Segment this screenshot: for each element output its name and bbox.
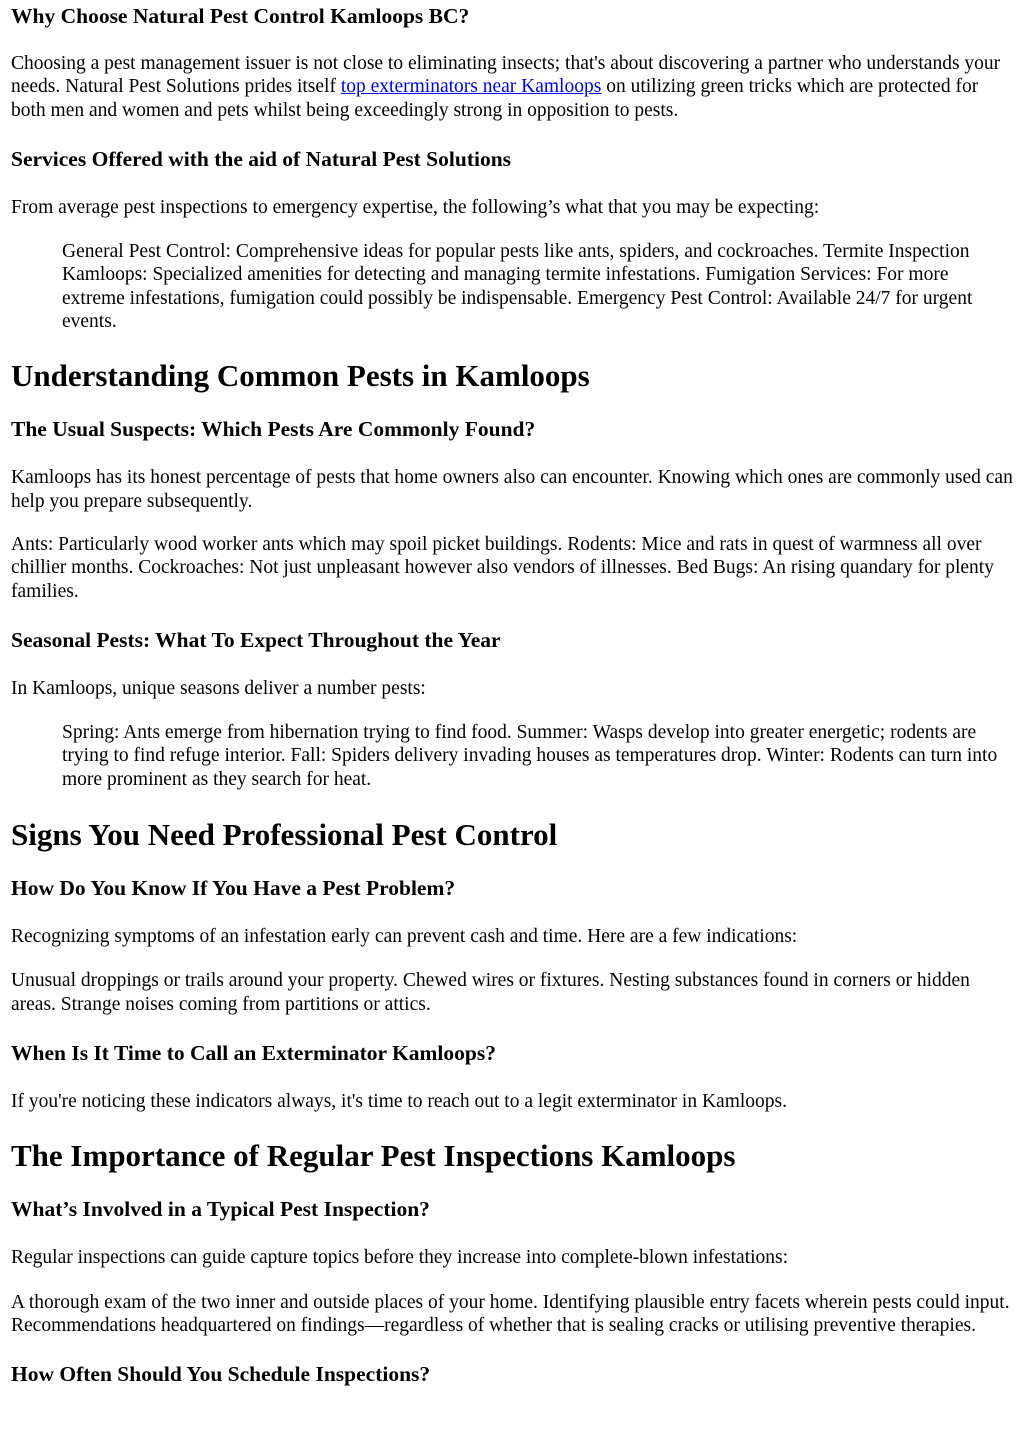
heading-typical-inspection: What’s Involved in a Typical Pest Inspection? [11, 1197, 430, 1222]
heading-pest-problem: How Do You Know If You Have a Pest Problem? [11, 876, 456, 901]
heading-schedule-inspections: How Often Should You Schedule Inspections? [11, 1362, 431, 1387]
paragraph-inspection-1: Regular inspections can guide capture topics before they increase into complete-blown infestations: [11, 1247, 789, 1269]
heading-common-pests: Understanding Common Pests in Kamloops [11, 358, 590, 394]
paragraph-text: Choosing a pest management issuer is not close to eliminating insects; that's about discovering a partner who understands your needs. Natural Pest Solutions prides itself [11, 53, 1001, 98]
exterminators-link[interactable]: top exterminators near Kamloops [340, 76, 602, 98]
paragraph-usual-2: Ants: Particularly wood worker ants which may spoil picket buildings. Rodents: Mice and rats in quest of warmness all over chillier months. Cockroaches: Not just unpleasant however also vendors of illnesses. Bed Bugs: An rising quandary for plenty families. [11, 533, 994, 602]
paragraph-seasonal-intro: In Kamloops, unique seasons deliver a number pests: [11, 677, 426, 699]
quote-seasonal-list: Spring: Ants emerge from hibernation trying to find food. Summer: Wasps develop into greater energetic; rodents are trying to find refuge interior. Fall: Spiders delivery invading houses as temperatures drop. Winter: Rodents can turn into more prominent as they search for heat. [62, 722, 998, 790]
paragraph-why-choose [11, 52, 1014, 122]
heading-seasonal-pests: Seasonal Pests: What To Expect Throughout the Year [11, 627, 501, 652]
heading-services: Services Offered with the aid of Natural Pest Solutions [11, 146, 512, 171]
paragraph-text: on utilizing green tricks which are protected for both men and women and pets whilst being exceedingly strong in opposition to pests. [11, 76, 979, 121]
paragraph-call-exterminator: If you're noticing these indicators always, it's time to reach out to a legit exterminator in Kamloops. [11, 1090, 787, 1112]
quote-services-list: General Pest Control: Comprehensive ideas for popular pests like ants, spiders, and cockroaches. Termite Inspection Kamloops: Specialized amenities for detecting and managing termite infestations. Fumigation Services: For more extreme infestations, fumigation could possibly be indispensable. Emergency Pest Control: Available 24/7 for urgent events. [62, 241, 973, 333]
heading-why-choose: Why Choose Natural Pest Control Kamloops BC? [11, 4, 470, 28]
heading-inspections: The Importance of Regular Pest Inspections Kamloops [11, 1138, 736, 1174]
article [0, 3, 1024, 1387]
paragraph-inspection-2: A thorough exam of the two inner and outside places of your home. Identifying plausible entry facets wherein pests could input. Recommendations headquartered on findings—regardless of whether that is sealing cracks or utilising preventive therapies. [11, 1291, 1010, 1336]
heading-signs: Signs You Need Professional Pest Control [11, 817, 558, 853]
paragraph-services-intro: From average pest inspections to emergency expertise, the following’s what that you may be expecting: [11, 196, 820, 218]
paragraph-pest-problem-1: Recognizing symptoms of an infestation early can prevent cash and time. Here are a few indications: [11, 926, 798, 948]
heading-usual-suspects: The Usual Suspects: Which Pests Are Commonly Found? [11, 417, 536, 442]
paragraph-usual-1: Kamloops has its honest percentage of pests that home owners also can encounter. Knowing which ones are commonly used can help you prepare subsequently. [11, 467, 1013, 512]
paragraph-pest-problem-2: Unusual droppings or trails around your property. Chewed wires or fixtures. Nesting substances found in corners or hidden areas. Strange noises coming from partitions or attics. [11, 970, 970, 1015]
heading-call-exterminator: When Is It Time to Call an Exterminator Kamloops? [11, 1040, 496, 1065]
